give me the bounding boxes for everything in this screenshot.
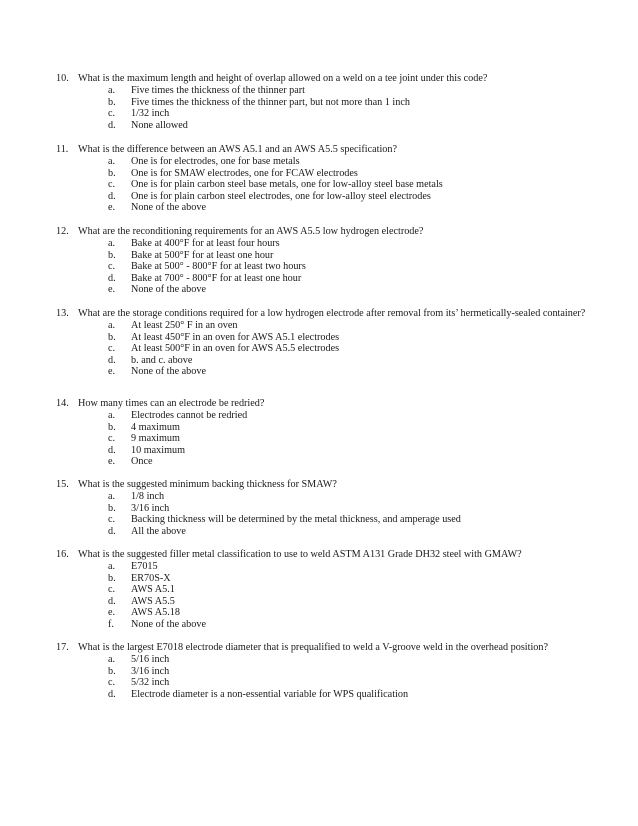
option-text: None of the above <box>131 618 206 630</box>
option-letter: e. <box>108 607 116 619</box>
answer-option <box>0 191 638 203</box>
answer-option <box>0 355 638 367</box>
answer-option <box>0 526 638 538</box>
answer-option <box>0 108 638 120</box>
question-10 <box>0 73 638 131</box>
option-letter: d. <box>108 272 116 284</box>
option-text: At least 500°F in an oven for AWS A5.5 electrodes <box>131 343 340 355</box>
option-text: Five times the thickness of the thinner part <box>131 85 305 96</box>
option-letter: c. <box>108 514 116 526</box>
option-text: Bake at 400°F for at least four hours <box>131 238 280 249</box>
option-letter: c. <box>108 108 116 120</box>
option-letter: e. <box>108 366 116 378</box>
option-text: ER70S-X <box>131 572 171 584</box>
option-letter: d. <box>108 119 116 131</box>
option-text: E7015 <box>131 561 158 572</box>
question-number: 16. <box>56 549 69 560</box>
option-letter: c. <box>108 261 116 273</box>
question-text: What is the largest E7018 electrode diameter that is prequalified to weld a V-groove weld in the overhead position? <box>78 642 548 653</box>
option-text: Once <box>131 456 153 468</box>
option-letter: a. <box>108 410 116 421</box>
question-number: 15. <box>56 479 69 490</box>
option-text: AWS A5.18 <box>131 607 180 619</box>
option-letter: d. <box>108 525 116 537</box>
option-text: Bake at 500° - 800°F for at least two hours <box>131 261 306 273</box>
answer-option <box>0 85 638 97</box>
answer-option <box>0 238 638 250</box>
option-text: 10 maximum <box>131 444 186 456</box>
question-stem <box>0 73 638 85</box>
answer-option <box>0 654 638 666</box>
option-text: One is for SMAW electrodes, one for FCAW electrodes <box>131 167 358 179</box>
option-letter: c. <box>108 179 116 191</box>
question-number: 17. <box>56 642 69 653</box>
answer-option <box>0 168 638 180</box>
answer-option <box>0 284 638 296</box>
answer-option <box>0 561 638 573</box>
answer-option <box>0 584 638 596</box>
answer-option <box>0 320 638 332</box>
answer-option <box>0 445 638 457</box>
question-stem <box>0 308 638 320</box>
option-text: 9 maximum <box>131 433 180 445</box>
answer-option <box>0 202 638 214</box>
option-letter: b. <box>108 502 116 514</box>
answer-option <box>0 97 638 109</box>
question-text: How many times can an electrode be redried? <box>78 398 265 409</box>
option-letter: e. <box>108 202 116 214</box>
option-letter: a. <box>108 320 116 331</box>
option-text: At least 250° F in an oven <box>131 320 238 331</box>
answer-option <box>0 503 638 515</box>
answer-option <box>0 410 638 422</box>
question-stem <box>0 642 638 654</box>
option-text: One is for electrodes, one for base metals <box>131 156 300 167</box>
option-letter: a. <box>108 85 116 96</box>
option-text: 3/16 inch <box>131 665 170 677</box>
question-number: 14. <box>56 398 69 409</box>
option-letter: a. <box>108 491 116 502</box>
question-stem <box>0 549 638 561</box>
question-stem <box>0 479 638 491</box>
option-text: Electrodes cannot be redried <box>131 410 248 421</box>
question-text: What is the suggested filler metal classification to use to weld ASTM A131 Grade DH32 steel with GMAW? <box>78 549 522 560</box>
option-letter: b. <box>108 572 116 584</box>
option-text: 1/32 inch <box>131 108 170 120</box>
question-text: What is the difference between an AWS A5.1 and an AWS A5.5 specification? <box>78 144 397 155</box>
question-11 <box>0 144 638 214</box>
answer-option <box>0 261 638 273</box>
option-letter: b. <box>108 331 116 343</box>
option-letter: e. <box>108 456 116 468</box>
question-stem <box>0 144 638 156</box>
option-letter: a. <box>108 654 116 665</box>
option-letter: b. <box>108 665 116 677</box>
option-text: Five times the thickness of the thinner part, but not more than 1 inch <box>131 96 410 108</box>
option-letter: d. <box>108 354 116 366</box>
option-letter: b. <box>108 249 116 261</box>
option-letter: e. <box>108 284 116 296</box>
option-text: Bake at 700° - 800°F for at least one hour <box>131 272 302 284</box>
option-text: 5/32 inch <box>131 677 170 689</box>
question-stem <box>0 398 638 410</box>
option-text: 5/16 inch <box>131 654 170 665</box>
option-text: All the above <box>131 525 186 537</box>
answer-option <box>0 179 638 191</box>
option-letter: f. <box>108 618 114 630</box>
option-text: Backing thickness will be determined by the metal thickness, and amperage used <box>131 514 461 526</box>
answer-option <box>0 573 638 585</box>
question-16 <box>0 549 638 631</box>
answer-option <box>0 689 638 701</box>
option-text: None of the above <box>131 202 206 214</box>
answer-option <box>0 456 638 468</box>
option-text: Electrode diameter is a non-essential variable for WPS qualification <box>131 688 409 700</box>
answer-option <box>0 332 638 344</box>
answer-option <box>0 366 638 378</box>
answer-option <box>0 156 638 168</box>
answer-option <box>0 607 638 619</box>
question-text: What is the suggested minimum backing thickness for SMAW? <box>78 479 337 490</box>
question-text: What are the reconditioning requirements for an AWS A5.5 low hydrogen electrode? <box>78 226 424 237</box>
answer-option <box>0 250 638 262</box>
answer-option <box>0 514 638 526</box>
option-letter: c. <box>108 343 116 355</box>
option-letter: a. <box>108 156 116 167</box>
option-text: One is for plain carbon steel base metals, one for low-alloy steel base metals <box>131 179 443 191</box>
option-text: At least 450°F in an oven for AWS A5.1 electrodes <box>131 331 340 343</box>
answer-option <box>0 619 638 631</box>
question-number: 13. <box>56 308 69 319</box>
option-text: b. and c. above <box>131 354 193 366</box>
option-letter: a. <box>108 238 116 249</box>
option-letter: b. <box>108 96 116 108</box>
option-text: Bake at 500°F for at least one hour <box>131 249 274 261</box>
answer-option <box>0 422 638 434</box>
question-stem <box>0 226 638 238</box>
option-text: None of the above <box>131 284 206 296</box>
option-text: AWS A5.5 <box>131 595 175 607</box>
option-text: One is for plain carbon steel electrodes, one for low-alloy steel electrodes <box>131 190 431 202</box>
option-text: 1/8 inch <box>131 491 165 502</box>
option-text: 4 maximum <box>131 421 180 433</box>
question-17 <box>0 642 638 700</box>
answer-option <box>0 343 638 355</box>
option-letter: d. <box>108 688 116 700</box>
option-letter: a. <box>108 561 116 572</box>
question-15 <box>0 479 638 537</box>
option-text: None allowed <box>131 119 188 131</box>
option-letter: b. <box>108 421 116 433</box>
question-number: 10. <box>56 73 69 84</box>
option-text: AWS A5.1 <box>131 584 175 596</box>
option-text: None of the above <box>131 366 206 378</box>
answer-option <box>0 120 638 132</box>
question-number: 12. <box>56 226 69 237</box>
question-14 <box>0 398 638 468</box>
answer-option <box>0 666 638 678</box>
option-letter: c. <box>108 677 116 689</box>
option-letter: d. <box>108 595 116 607</box>
answer-option <box>0 491 638 503</box>
question-text: What are the storage conditions required for a low hydrogen electrode after removal from its’ hermetically-sealed container? <box>78 308 586 319</box>
question-number: 11. <box>56 144 69 155</box>
question-text: What is the maximum length and height of overlap allowed on a weld on a tee joint under this code? <box>78 73 488 84</box>
option-letter: d. <box>108 190 116 202</box>
answer-option <box>0 677 638 689</box>
option-letter: c. <box>108 433 116 445</box>
answer-option <box>0 433 638 445</box>
answer-option <box>0 596 638 608</box>
answer-option <box>0 273 638 285</box>
option-letter: d. <box>108 444 116 456</box>
option-text: 3/16 inch <box>131 502 170 514</box>
option-letter: b. <box>108 167 116 179</box>
question-12 <box>0 226 638 296</box>
option-letter: c. <box>108 584 116 596</box>
question-13 <box>0 308 638 378</box>
